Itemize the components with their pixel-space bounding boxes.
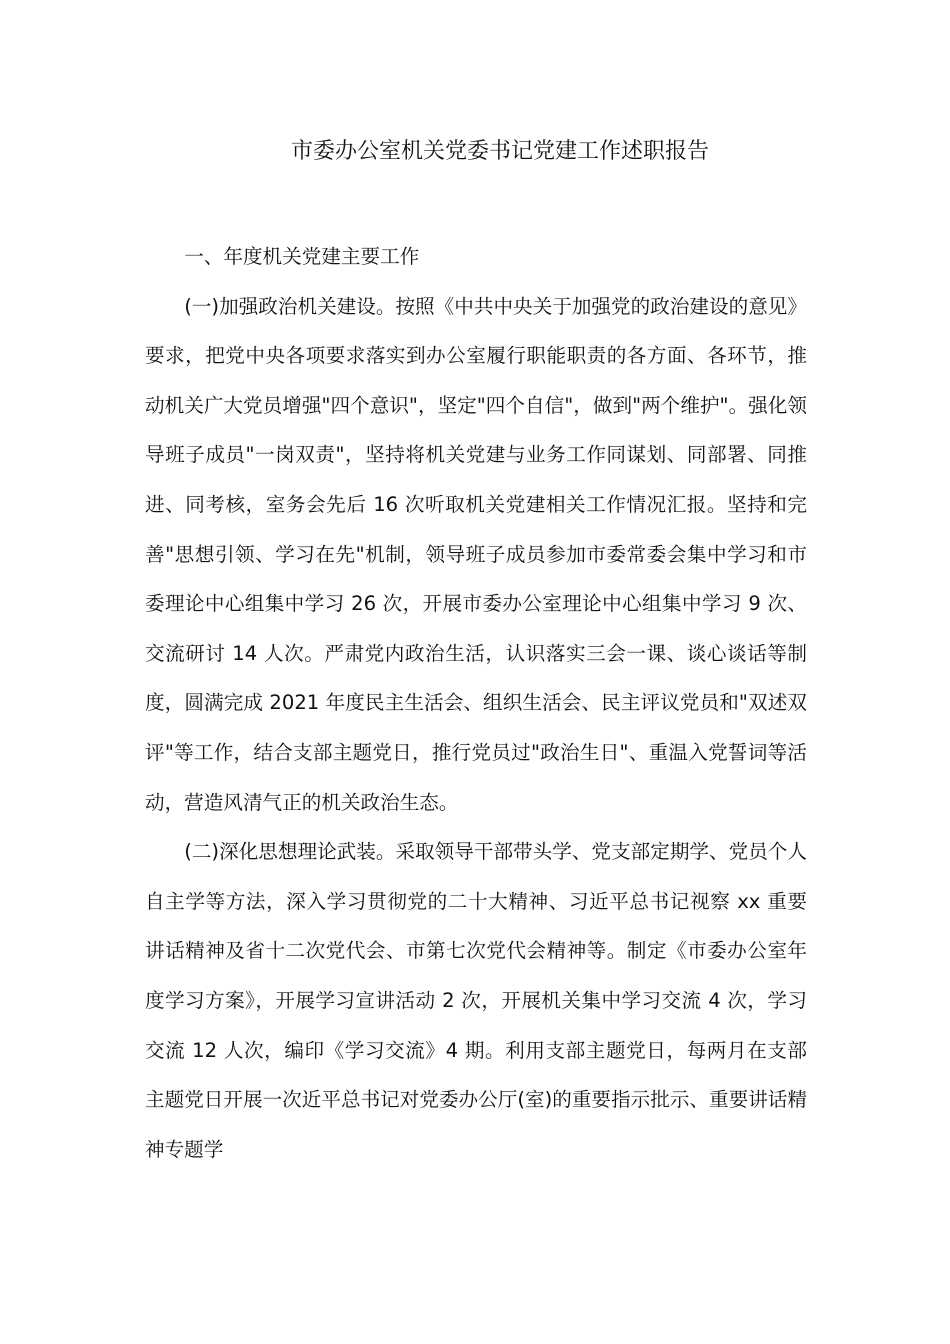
document-title: 市委办公室机关党委书记党建工作述职报告: [290, 139, 709, 164]
paragraph-political-construction: (一)加强政治机关建设。按照《中共中央关于加强党的政治建设的意见》要求，把党中央各项要求落实到办公室履行职能职责的各方面、各环节，推动机关广大党员增强"四个意识"，坚定"四个自信"，做到"两个维护"。强化领导班子成员"一岗双责"，坚持将机关党建与业务工作同谋划、同部署、同推进、同考核，室务会先后 16 次听取机关党建相关工作情况汇报。坚持和完善"思想引领、学习在先"机制，领导班子成员参加市委常委会集中学习和市委理论中心组集中学习 26 次，开展市委办公室理论中心组集中学习 9 次、交流研讨 14 人次。严肃党内政治生活，认识落实三会一课、谈心谈话等制度，圆满完成 2021 年度民主生活会、组织生活会、民主评议党员和"双述双评"等工作，结合支部主题党日，推行党员过"政治生日"、重温入党誓词等活动，营造风清气正的机关政治生态。: [145, 294, 807, 814]
document-body: [145, 232, 807, 1174]
paragraph-theory-study: (二)深化思想理论武装。采取领导干部带头学、党支部定期学、党员个人自主学等方法，深入学习贯彻党的二十大精神、习近平总书记视察 xx 重要讲话精神及省十二次党代会、市第七次党代会精神等。制定《市委办公室年度学习方案》，开展学习宣讲活动 2 次，开展机关集中学习交流 4 次，学习交流 12 人次，编印《学习交流》4 期。利用支部主题党日，每两月在支部主题党日开展一次近平总书记对党委办公厅(室)的重要指示批示、重要讲话精神专题学: [145, 840, 807, 1161]
section-heading: 一、年度机关党建主要工作: [184, 245, 420, 268]
